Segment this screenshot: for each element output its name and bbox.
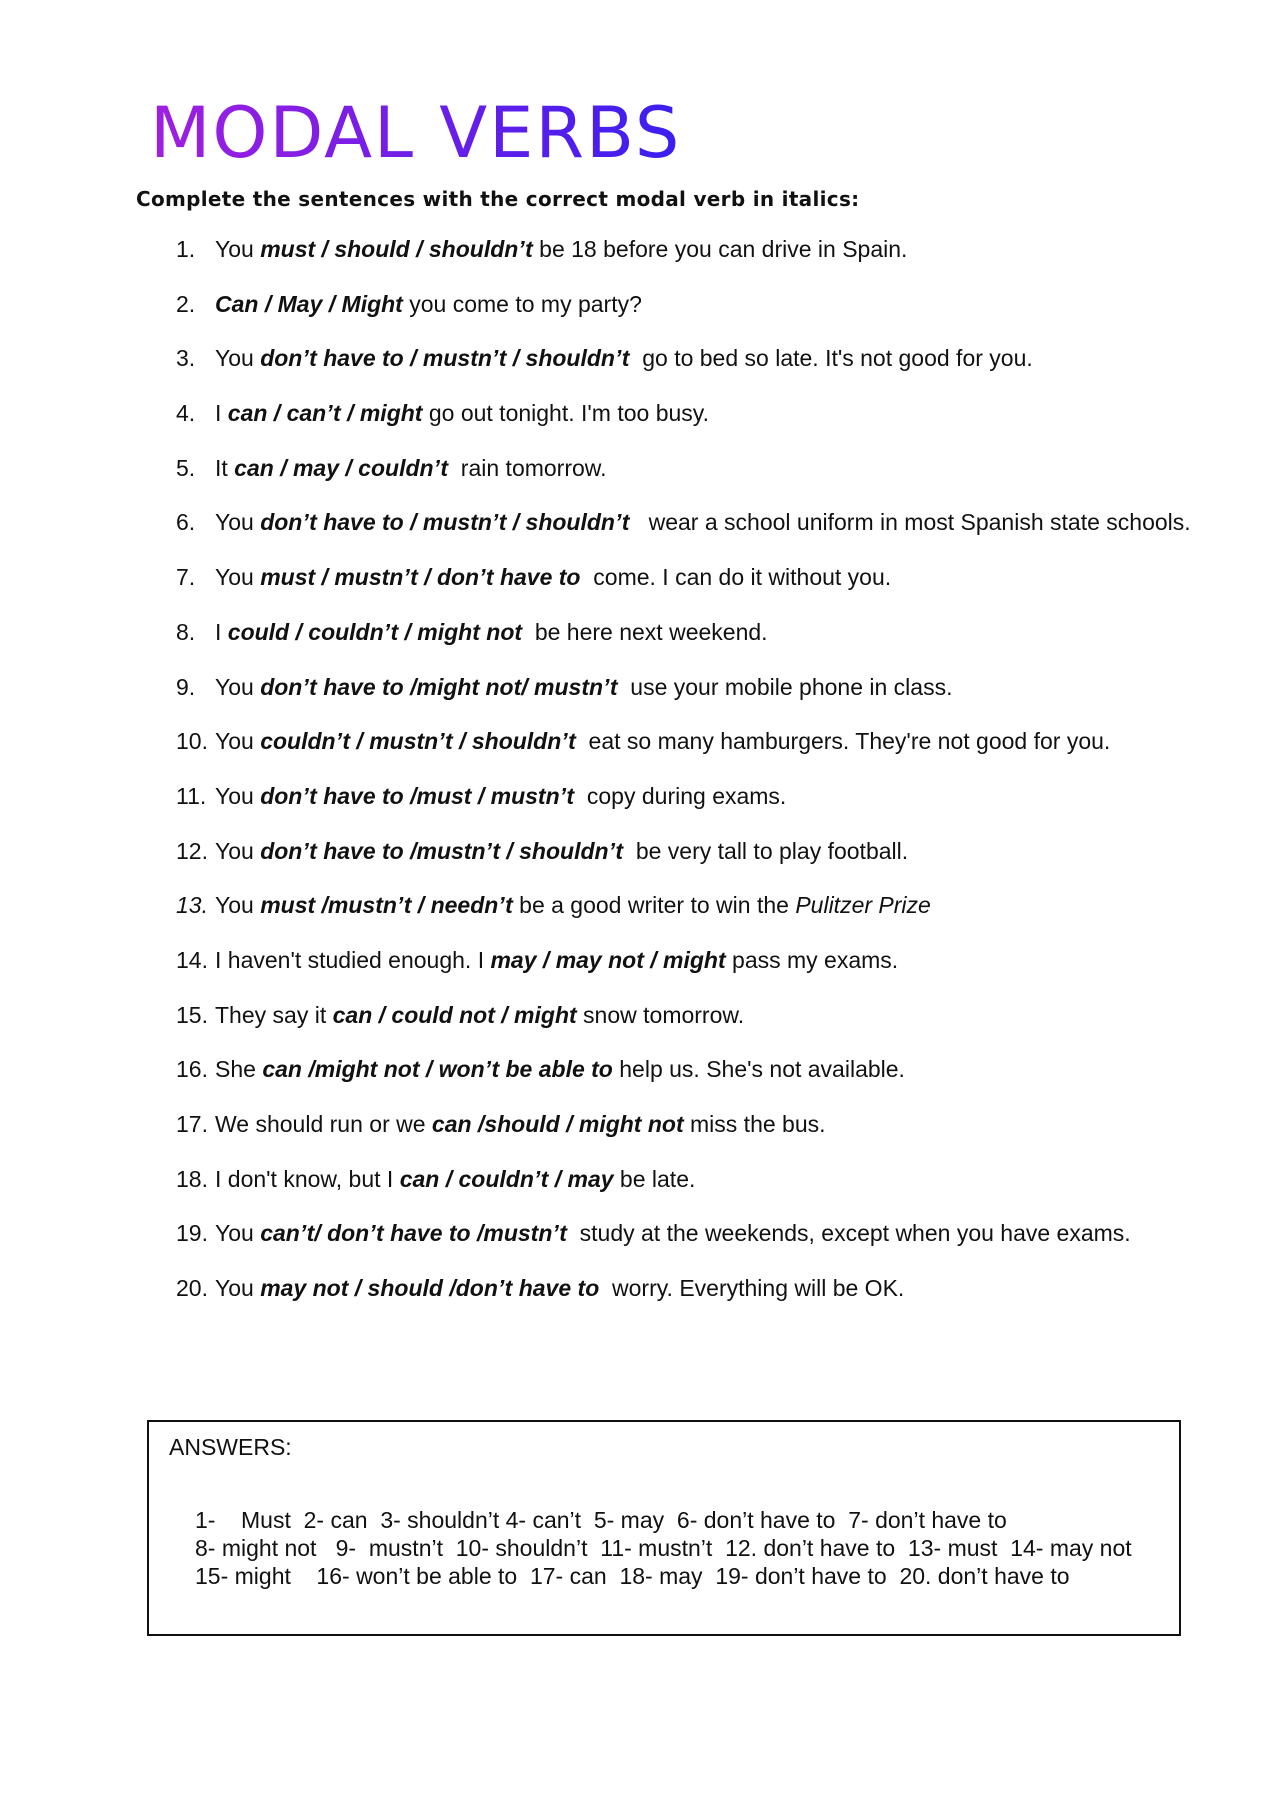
sentence-start: I	[215, 618, 228, 645]
sentence-end: be a good writer to win the	[512, 892, 796, 919]
exercise-sentence	[215, 503, 1191, 558]
exercise-sentence	[215, 1269, 904, 1324]
exercise-item	[176, 558, 1191, 613]
exercise-item	[176, 1214, 1191, 1269]
exercise-item	[176, 1269, 1191, 1324]
italic-title: Pulitzer Prize	[795, 892, 931, 919]
sentence-start: You	[215, 728, 261, 755]
exercise-item	[176, 613, 1191, 668]
exercise-number: 7.	[176, 564, 196, 591]
exercise-sentence	[215, 832, 908, 887]
exercise-number: 8.	[176, 618, 196, 645]
exercise-sentence	[215, 613, 768, 668]
exercise-item	[176, 285, 1191, 340]
modal-options: may / may not / might	[490, 946, 726, 973]
sentence-end: use your mobile phone in class.	[617, 673, 953, 700]
sentence-start: You	[215, 564, 261, 591]
exercise-list	[176, 230, 1191, 1324]
sentence-start: It	[215, 454, 235, 481]
sentence-end: be late.	[613, 1165, 696, 1192]
exercise-item	[176, 722, 1191, 777]
exercise-sentence	[215, 1105, 826, 1160]
sentence-end: study at the weekends, except when you have exams.	[566, 1220, 1131, 1247]
exercise-item	[176, 886, 1191, 941]
exercise-sentence	[215, 558, 891, 613]
exercise-number: 1.	[176, 236, 196, 262]
sentence-start: You	[215, 236, 261, 262]
exercise-sentence	[215, 339, 1033, 394]
sentence-end: help us. She's not available.	[612, 1056, 905, 1083]
modal-options: can / couldn’t / may	[399, 1165, 614, 1192]
modal-options: couldn’t / mustn’t / shouldn’t	[260, 728, 576, 755]
exercise-sentence	[215, 996, 744, 1051]
exercise-item	[176, 777, 1191, 832]
sentence-end: worry. Everything will be OK.	[599, 1275, 905, 1302]
sentence-end: come. I can do it without you.	[580, 564, 892, 591]
exercise-item	[176, 1105, 1191, 1160]
exercise-sentence	[215, 1050, 905, 1105]
exercise-number: 4.	[176, 400, 196, 427]
modal-options: must /mustn’t / needn’t	[260, 892, 513, 919]
exercise-sentence	[215, 285, 642, 340]
sentence-start: You	[215, 509, 261, 536]
modal-options: can / can’t / might	[227, 400, 423, 427]
modal-options: can /should / might not	[431, 1111, 684, 1137]
sentence-start: You	[215, 1275, 261, 1302]
modal-options: can / could not / might	[332, 1001, 577, 1028]
answers-box	[147, 1420, 1181, 1636]
modal-options: don’t have to /mustn’t / shouldn’t	[260, 837, 624, 864]
modal-options: must / should / shouldn’t	[260, 236, 533, 262]
modal-options: may not / should /don’t have to	[260, 1275, 600, 1302]
exercise-number: 3.	[176, 345, 196, 372]
sentence-start: You	[215, 1220, 261, 1247]
exercise-sentence	[215, 1214, 1131, 1269]
exercise-sentence	[215, 1160, 695, 1215]
answers-heading: ANSWERS:	[169, 1434, 292, 1460]
sentence-end: rain tomorrow.	[448, 454, 607, 481]
answer-line: 1- Must 2- can 3- shouldn’t 4- can’t 5- may 6- don’t have to 7- don’t have to	[195, 1507, 1007, 1533]
sentence-start: You	[215, 892, 261, 919]
answers-lines	[195, 1506, 1132, 1590]
exercise-number: 6.	[176, 509, 196, 536]
exercise-number: 14.	[176, 946, 208, 973]
sentence-end: snow tomorrow.	[576, 1001, 745, 1028]
modal-options: don’t have to / mustn’t / shouldn’t	[260, 345, 630, 372]
sentence-start: We should run or we	[215, 1111, 432, 1137]
exercise-sentence	[215, 777, 786, 832]
exercise-item	[176, 941, 1191, 996]
exercise-item	[176, 1050, 1191, 1105]
sentence-end: be 18 before you can drive in Spain.	[532, 236, 908, 262]
sentence-end: miss the bus.	[683, 1111, 826, 1137]
sentence-start: I	[215, 400, 228, 427]
sentence-start: You	[215, 782, 261, 809]
sentence-end: wear a school uniform in most Spanish state schools.	[629, 509, 1191, 536]
sentence-start: I don't know, but I	[215, 1165, 400, 1192]
modal-options: don’t have to /must / mustn’t	[260, 782, 575, 809]
exercise-number: 18.	[176, 1165, 208, 1192]
sentence-end: copy during exams.	[574, 782, 787, 809]
modal-options: can / may / couldn’t	[234, 454, 449, 481]
exercise-item	[176, 394, 1191, 449]
exercise-sentence	[215, 668, 952, 723]
sentence-start: You	[215, 837, 261, 864]
answer-line: 15- might 16- won’t be able to 17- can 18- may 19- don’t have to 20. don’t have to	[195, 1563, 1070, 1589]
sentence-end: you come to my party?	[402, 290, 642, 317]
exercise-item	[176, 449, 1191, 504]
exercise-item	[176, 230, 1191, 285]
sentence-end: be here next weekend.	[522, 618, 768, 645]
sentence-start: She	[215, 1056, 263, 1083]
sentence-end: be very tall to play football.	[623, 837, 909, 864]
sentence-end: go out tonight. I'm too busy.	[422, 400, 709, 427]
modal-options: don’t have to / mustn’t / shouldn’t	[260, 509, 630, 536]
exercise-sentence	[215, 449, 607, 504]
exercise-item	[176, 668, 1191, 723]
sentence-start: They say it	[215, 1001, 333, 1028]
sentence-end: eat so many hamburgers. They're not good for you.	[575, 728, 1111, 755]
exercise-sentence	[215, 722, 1110, 777]
exercise-number: 5.	[176, 454, 196, 481]
exercise-number: 12.	[176, 837, 208, 864]
instructions: Complete the sentences with the correct modal verb in italics:	[136, 187, 860, 211]
exercise-number: 20.	[176, 1275, 208, 1302]
exercise-number: 9.	[176, 673, 196, 700]
exercise-item	[176, 996, 1191, 1051]
exercise-number: 2.	[176, 290, 196, 317]
exercise-number: 15.	[176, 1001, 208, 1028]
exercise-item	[176, 1160, 1191, 1215]
exercise-number: 19.	[176, 1220, 208, 1247]
exercise-number: 17.	[176, 1111, 208, 1137]
exercise-number: 10.	[176, 728, 208, 755]
exercise-sentence	[215, 941, 898, 996]
page-title: MODAL VERBS	[150, 88, 681, 178]
modal-options: can /might not / won’t be able to	[262, 1056, 613, 1083]
exercise-number: 16.	[176, 1056, 208, 1083]
exercise-sentence	[215, 230, 907, 285]
sentence-end: pass my exams.	[725, 946, 899, 973]
exercise-item	[176, 832, 1191, 887]
modal-options: must / mustn’t / don’t have to	[260, 564, 581, 591]
exercise-sentence	[215, 394, 709, 449]
sentence-end: go to bed so late. It's not good for you.	[629, 345, 1033, 372]
exercise-item	[176, 339, 1191, 394]
sentence-start: You	[215, 345, 261, 372]
answer-line: 8- might not 9- mustn’t 10- shouldn’t 11- mustn’t 12. don’t have to 13- must 14- may not	[195, 1535, 1132, 1561]
sentence-start: I haven't studied enough. I	[215, 946, 491, 973]
modal-options: could / couldn’t / might not	[227, 618, 523, 645]
modal-options: Can / May / Might	[215, 290, 403, 317]
modal-options: don’t have to /might not/ mustn’t	[260, 673, 618, 700]
sentence-start: You	[215, 673, 261, 700]
exercise-sentence	[215, 886, 931, 941]
exercise-number: 11.	[176, 782, 207, 809]
exercise-number: 13.	[176, 892, 208, 919]
modal-options: can’t/ don’t have to /mustn’t	[260, 1220, 567, 1247]
exercise-item	[176, 503, 1191, 558]
